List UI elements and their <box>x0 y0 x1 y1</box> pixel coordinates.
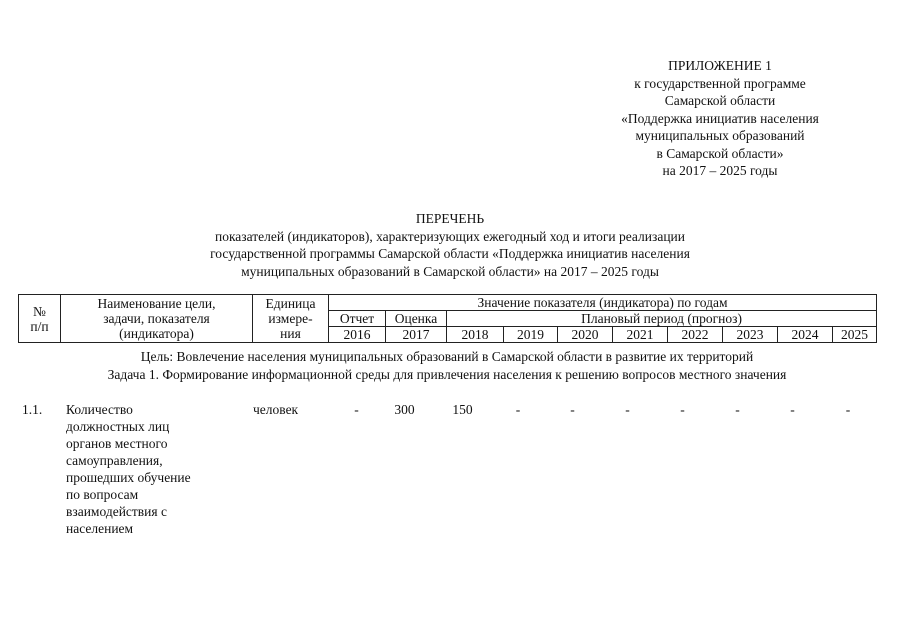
header-year: 2020 <box>558 327 613 343</box>
header-estimate: Оценка <box>386 311 447 327</box>
header-name-line: (индикатора) <box>119 326 194 341</box>
row-name-line: органов местного <box>66 436 168 451</box>
header-number-line: № <box>33 303 46 319</box>
heading-line: показателей (индикаторов), характеризующих ежегодный ход и итоги реализации <box>214 228 686 244</box>
header-year: 2021 <box>613 327 668 343</box>
appendix-line: «Поддержка инициатив населения <box>621 110 819 126</box>
row-name-line: прошедших обучение <box>66 470 191 485</box>
row-name-line: должностных лиц <box>66 419 170 434</box>
header-unit-line: ния <box>280 326 301 341</box>
header-number <box>19 295 61 343</box>
header-unit-line: Единица <box>265 296 316 311</box>
appendix-line: на 2017 – 2025 годы <box>662 163 778 178</box>
header-plan: Плановый период (прогноз) <box>447 311 877 327</box>
header-year: 2018 <box>447 327 504 343</box>
appendix-line: к государственной программе <box>634 75 806 91</box>
document-heading <box>120 210 780 280</box>
header-name <box>61 295 253 343</box>
row-unit: человек <box>253 402 299 417</box>
row-number: 1.1. <box>22 402 43 417</box>
header-year: 2025 <box>833 327 877 343</box>
header-year: 2016 <box>329 327 386 343</box>
heading-title: ПЕРЕЧЕНЬ <box>415 211 485 226</box>
row-value: - <box>845 402 851 417</box>
header-year: 2024 <box>778 327 833 343</box>
row-value: 300 <box>394 402 415 417</box>
row-value: - <box>515 402 521 417</box>
header-values: Значение показателя (индикатора) по годам <box>329 295 877 311</box>
task-text: Задача 1. Формирование информационной среды для привлечения населения к решению вопросов местного значения <box>107 367 787 382</box>
header-name-line: задачи, показателя <box>103 311 210 326</box>
indicator-table-header <box>18 294 877 343</box>
row-value: - <box>354 402 359 417</box>
row-value: - <box>570 402 575 417</box>
header-year: 2019 <box>504 327 558 343</box>
row-name-line: Количество <box>66 402 133 417</box>
row-value: - <box>625 402 630 417</box>
header-number-line: п/п <box>30 318 49 334</box>
appendix-line: Самарской области <box>664 93 776 108</box>
header-unit <box>253 295 329 343</box>
appendix-line: муниципальных образований <box>635 128 805 143</box>
header-name-line: Наименование цели, <box>97 296 216 311</box>
goal-block <box>18 348 876 384</box>
row-value: - <box>735 402 740 417</box>
row-name-line: взаимодействия с <box>66 504 167 519</box>
heading-line: государственной программы Самарской области «Поддержка инициатив населения <box>210 246 690 261</box>
appendix-line: ПРИЛОЖЕНИЕ 1 <box>668 58 772 73</box>
heading-line: муниципальных образований в Самарской области» на 2017 – 2025 годы <box>241 263 659 279</box>
header-unit-line: измере- <box>268 311 313 326</box>
row-name-line: населением <box>66 521 134 536</box>
row-name <box>66 401 236 537</box>
appendix-line: в Самарской области» <box>656 145 784 161</box>
row-value: - <box>680 402 685 417</box>
row-name-line: самоуправления, <box>66 453 163 468</box>
appendix-block <box>560 57 880 180</box>
header-year: 2023 <box>723 327 778 343</box>
goal-text: Цель: Вовлечение населения муниципальных образований в Самарской области в развитие их территорий <box>140 349 754 364</box>
row-name-line: по вопросам <box>66 487 139 502</box>
header-year: 2022 <box>668 327 723 343</box>
row-value: 150 <box>452 402 473 417</box>
header-report: Отчет <box>329 311 386 327</box>
header-year: 2017 <box>386 327 447 343</box>
row-value: - <box>790 402 795 417</box>
